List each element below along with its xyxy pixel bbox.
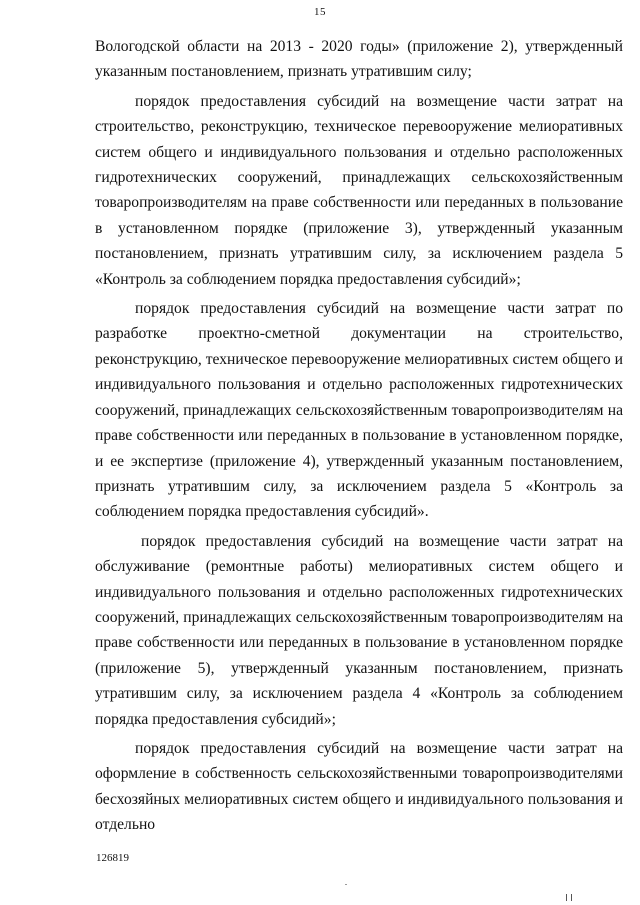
page-number: 15	[314, 6, 326, 18]
paragraph-appendix-5: порядок предоставления субсидий на возмещение части затрат на обслуживание (ремонтные работы) мелиоративных систем общего и индивидуального пользования и отдельно расположенных гидротехнических сооружений, принадлежащих сельскохозяйственным товаропроизводителям на праве собственности или переданных в пользование в установленном порядке (приложение 5), утвержденный указанным постановлением, признать утратившим силу, за исключением раздела 4 «Контроль за соблюдением порядка предоставления субсидий»;	[95, 532, 623, 728]
document-body	[95, 34, 623, 842]
scan-dot-mark	[345, 884, 347, 885]
paragraph-appendix-4: порядок предоставления субсидий на возмещение части затрат по разработке проектно-сметной документации на строительство, реконструкцию, техническое перевооружение мелиоративных систем общего и индивидуального пользования и отдельно расположенных гидротехнических сооружений, принадлежащих сельскохозяйственным товаропроизводителям на праве собственности или переданных в пользование в установленном порядке, и ее экспертизе (приложение 4), утвержденный указанным постановлением, признать утратившим силу, за исключением раздела 5 «Контроль за соблюдением порядка предоставления субсидий».	[95, 300, 623, 521]
document-code: 126819	[96, 852, 129, 864]
scan-corner-mark	[566, 894, 572, 901]
paragraph-bezkhoz-systems: порядок предоставления субсидий на возмещение части затрат на оформление в собственность сельскохозяйственными товаропроизводителями бесхозяйных мелиоративных систем общего и индивидуального пользования и отдельно	[95, 739, 623, 834]
paragraph-appendix-3: порядок предоставления субсидий на возмещение части затрат на строительство, реконструкцию, техническое перевооружение мелиоративных систем общего и индивидуального пользования и отдельно расположенных гидротехнических сооружений, принадлежащих сельскохозяйственным товаропроизводителям на праве собственности или переданных в пользование в установленном порядке (приложение 3), утвержденный указанным постановлением, признать утратившим силу, за исключением раздела 5 «Контроль за соблюдением порядка предоставления субсидий»;	[95, 92, 623, 288]
paragraph-continuation: Вологодской области на 2013 - 2020 годы» (приложение 2), утвержденный указанным постановлением, признать утратившим силу;	[95, 38, 623, 81]
